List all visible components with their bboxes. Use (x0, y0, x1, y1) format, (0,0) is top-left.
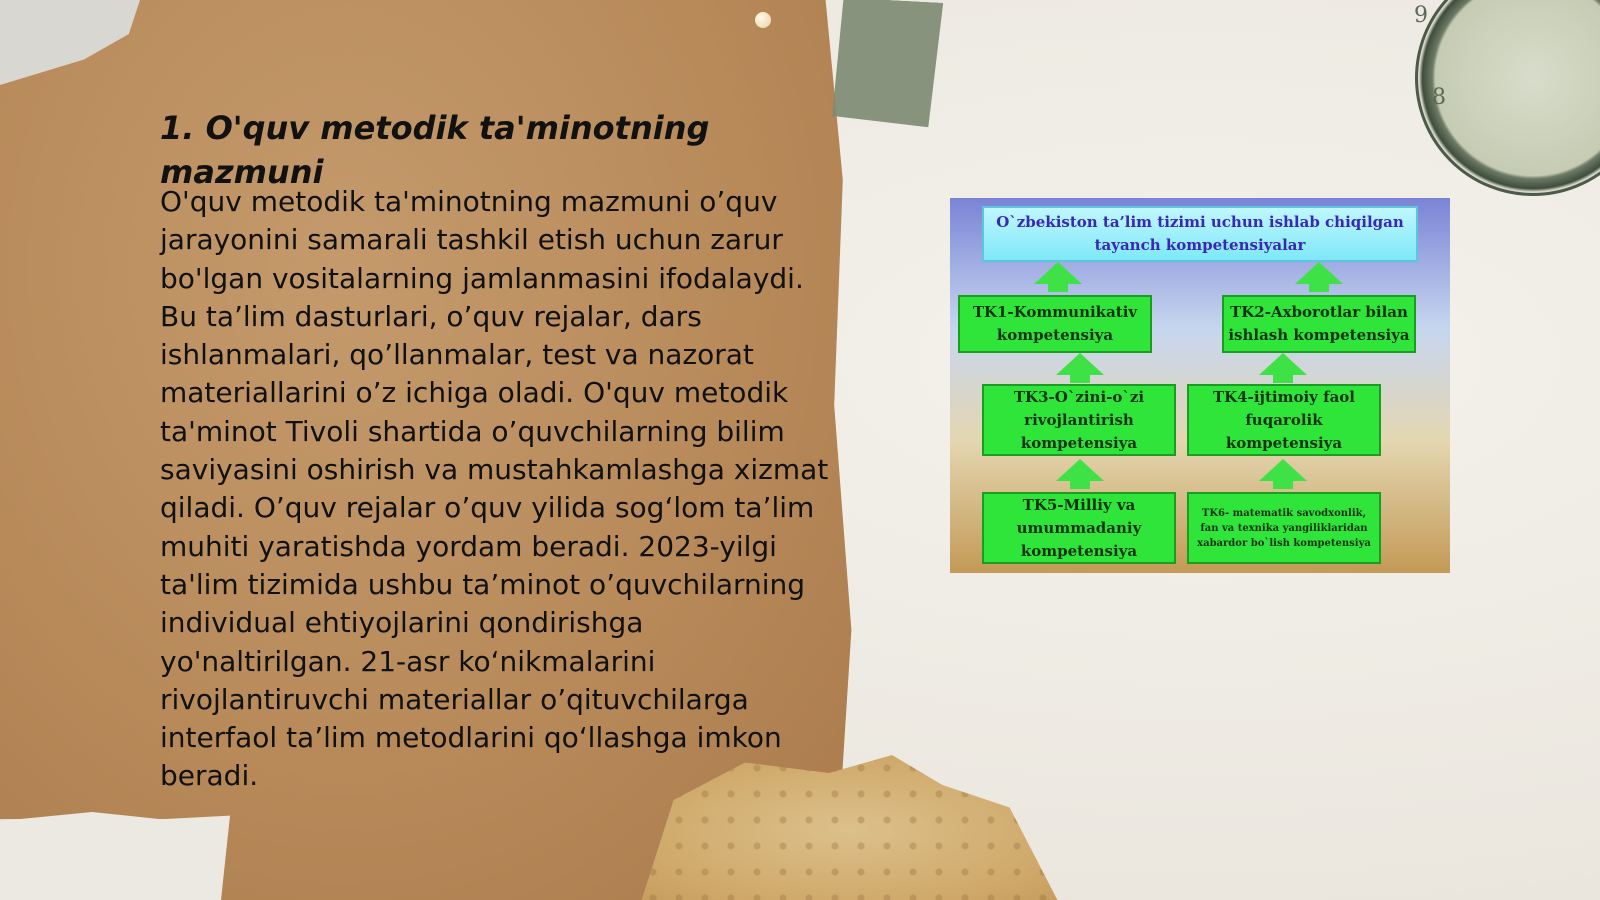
slide-body-text: O'quv metodik ta'minotning mazmuni o’quv jarayonini samarali tashkil etish uchun zarur bo'lgan vositalarning jamlanmasini ifodalaydi. Bu ta’lim dasturlari, o’quv rejalar, dars ishlanmalari, qo’llanmalar, test va nazorat materiallarini o’z ichiga oladi. O'quv metodik ta'minot Tivoli shartida o’quvchilarning bilim saviyasini oshirish va mustahkamlashga xizmat qiladi. O’quv rejalar o’quv yilida sog‘lom ta’lim muhiti yaratishda yordam beradi. 2023-yilgi ta'lim tizimida ushbu ta’minot o’quvchilarning individual ehtiyojlarini qondirishga yo'naltirilgan. 21-asr ko‘nikmalarini rivojlantiruvchi materiallar o’qituvchilarga interfaol ta’lim metodlarini qo‘llashga imkon beradi. (160, 185, 829, 793)
arrow-up-icon (1056, 353, 1104, 375)
slide-heading: 1. O'quv metodik ta'minotning mazmuni (160, 109, 710, 191)
diagram-title-box: O`zbekiston ta’lim tizimi uchun ishlab chiqilgan tayanch kompetensiyalar (982, 206, 1418, 262)
pin-icon (755, 12, 771, 28)
torn-paper-bottom-left (0, 812, 230, 900)
competencies-diagram-image (950, 198, 1450, 573)
clock-number: 9 (1414, 3, 1428, 28)
arrow-up-icon (1056, 459, 1104, 481)
arrow-up-icon (1259, 353, 1307, 375)
tape-strip (832, 0, 943, 128)
tk1-box: TK1-Kommunikativ kompetensiya (958, 295, 1152, 353)
tk3-box: TK3-O`zini-o`zi rivojlantirish kompetensiya (982, 384, 1176, 456)
arrow-up-icon (1034, 262, 1082, 284)
arrow-up-icon (1259, 459, 1307, 481)
clock-number: 8 (1432, 85, 1446, 110)
arrow-up-icon (1295, 262, 1343, 284)
tk5-box: TK5-Milliy va umummadaniy kompetensiya (982, 492, 1176, 564)
tk4-box: TK4-ijtimoiy faol fuqarolik kompetensiya (1187, 384, 1381, 456)
tk6-box: TK6- matematik savodxonlik, fan va texnika yangiliklaridan xabardor bo`lish kompetensiya (1187, 492, 1381, 564)
tk2-box: TK2-Axborotlar bilan ishlash kompetensiya (1222, 295, 1416, 353)
